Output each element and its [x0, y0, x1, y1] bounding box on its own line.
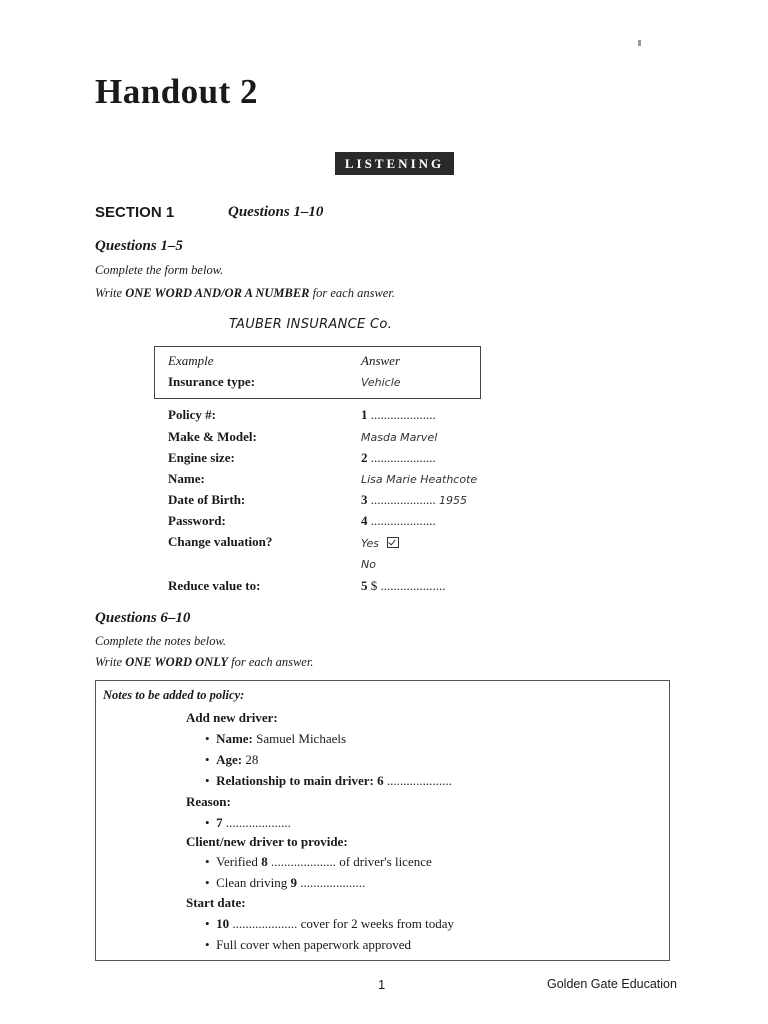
listening-banner: LISTENING [335, 152, 454, 175]
name-value: Lisa Marie Heathcote [361, 473, 478, 486]
insurance-type-value: Vehicle [361, 376, 401, 389]
q1-blank: 1 .................... [361, 407, 436, 422]
answer-label: Answer [361, 353, 400, 368]
section-label: SECTION 1 [95, 204, 175, 221]
example-label: Example [168, 353, 214, 368]
q2-blank: 2 .................... [361, 450, 436, 465]
bullet-full-cover: • Full cover when paperwork approved [205, 937, 411, 952]
bullet-q10: • 10 .................... cover for 2 weeks from today [205, 916, 454, 931]
change-valuation-label: Change valuation? [168, 534, 273, 549]
section-range: Questions 1–10 [228, 204, 324, 220]
instruction-complete-form: Complete the form below. [95, 263, 224, 277]
provide-heading: Client/new driver to provide: [186, 834, 348, 849]
instruction-write: Write ONE WORD AND/OR A NUMBER for each answer. [95, 286, 395, 300]
make-model-label: Make & Model: [168, 429, 257, 444]
insurance-type-label: Insurance type: [168, 374, 256, 389]
footer-organization: Golden Gate Education [547, 977, 677, 991]
bullet-name: • Name: Samuel Michaels [205, 731, 347, 746]
add-driver-heading: Add new driver: [186, 710, 278, 725]
password-label: Password: [168, 513, 226, 528]
notes-title: Notes to be added to policy: [103, 688, 245, 702]
q3-blank: 3 .................... 1955 [361, 492, 467, 507]
make-model-value: Masda Marvel [361, 431, 438, 444]
dob-label: Date of Birth: [168, 492, 246, 507]
start-date-heading: Start date: [186, 895, 246, 910]
bullet-q9: • Clean driving 9 .................... [205, 875, 366, 890]
valuation-yes: Yes [361, 536, 399, 550]
policy-label: Policy #: [168, 407, 217, 422]
name-label: Name: [168, 471, 205, 486]
reason-heading: Reason: [186, 794, 231, 809]
instruction-complete-notes: Complete the notes below. [95, 634, 226, 648]
dob-year: 1955 [439, 494, 467, 507]
page-number: 1 [378, 977, 386, 992]
engine-size-label: Engine size: [168, 450, 235, 465]
questions-1-5-heading: Questions 1–5 [95, 238, 183, 254]
reduce-value-label: Reduce value to: [168, 578, 261, 593]
bullet-relationship: • Relationship to main driver: 6 .................... [205, 773, 452, 788]
q4-blank: 4 .................... [361, 513, 436, 528]
bullet-age: • Age: 28 [205, 752, 259, 767]
instruction-write-one-word: Write ONE WORD ONLY for each answer. [95, 655, 314, 669]
questions-6-10-heading: Questions 6–10 [95, 610, 191, 626]
bullet-q7: • 7 .................... [205, 815, 291, 830]
q5-blank: 5 $ .................... [361, 578, 446, 593]
scan-speck [638, 40, 641, 46]
page-title: Handout 2 [95, 72, 259, 111]
valuation-no: No [361, 558, 376, 571]
checked-box-icon [387, 537, 399, 548]
company-name: TAUBER INSURANCE Co. [229, 317, 393, 332]
bullet-q8: • Verified 8 .................... of driver's licence [205, 854, 432, 869]
